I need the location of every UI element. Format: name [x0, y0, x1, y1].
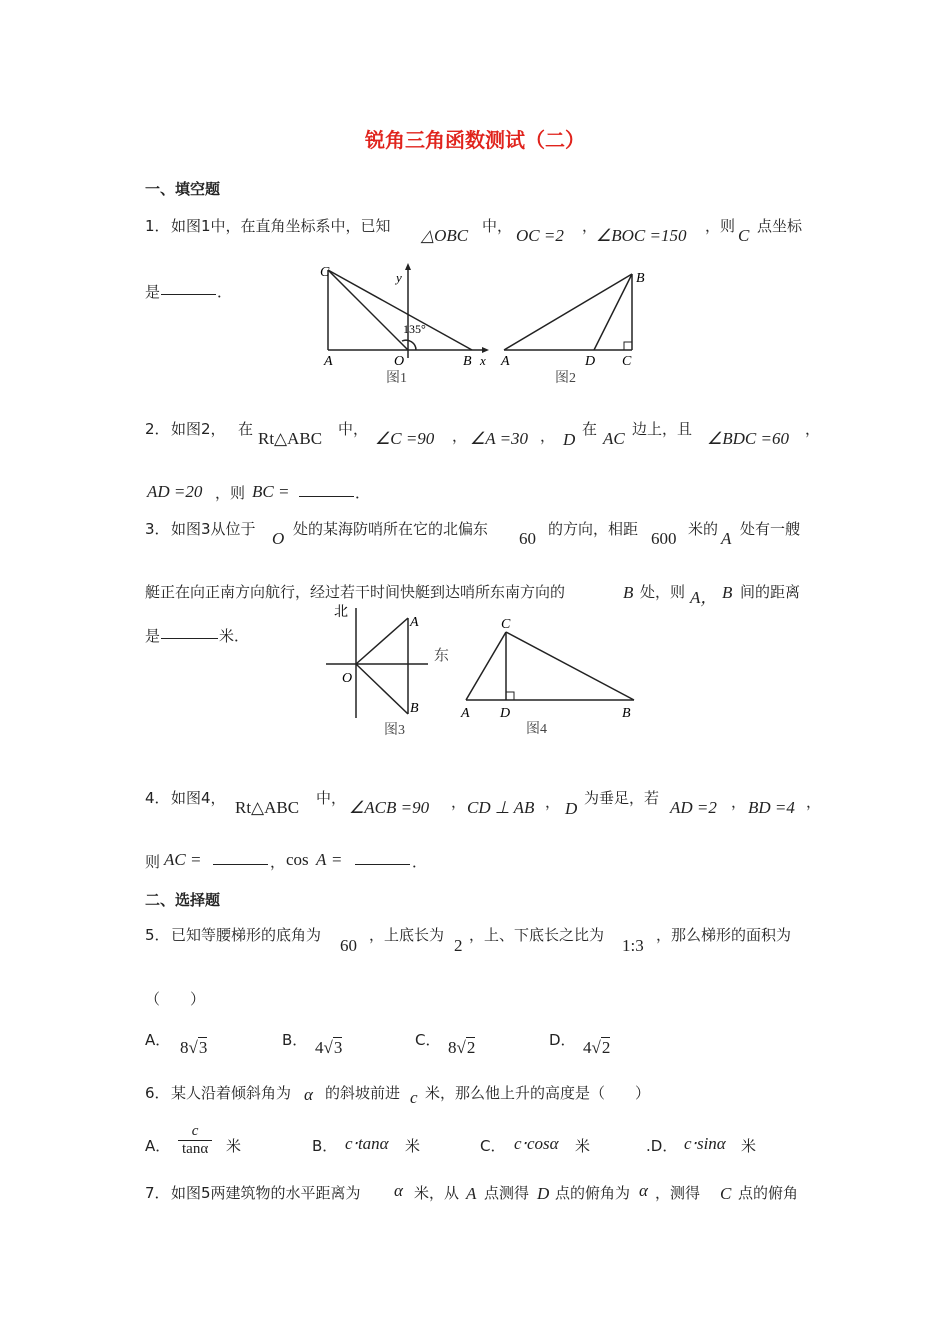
section-fill-heading: 一、填空题	[145, 180, 221, 198]
q4-comma-5: ，	[270, 853, 286, 871]
q4-cd: CD ⊥ AB	[467, 798, 535, 817]
q1-line2: 是	[145, 283, 161, 301]
section-choice-heading: 二、选择题	[145, 891, 221, 909]
q6-option-d-label: .D．	[646, 1137, 678, 1155]
figure-1	[310, 262, 500, 387]
q2-a30: ∠A =30	[470, 429, 529, 448]
q6-option-a-denominator: tanα	[182, 1141, 209, 1157]
q6-option-a-unit: 米	[226, 1137, 242, 1155]
q3-line2-b: 处，则	[640, 583, 686, 601]
q2-number: 2．	[145, 420, 170, 438]
fig2-label-b: B	[636, 271, 645, 286]
fig3-label-o: O	[342, 671, 353, 686]
q2-bdc: ∠BDC =60	[707, 429, 789, 448]
q1-c: C	[738, 226, 750, 245]
fig1-label-b: B	[463, 354, 472, 369]
q4-end: ．	[412, 853, 428, 871]
q4-comma-1: ，	[451, 793, 467, 811]
q7-text-b: 米，从	[414, 1184, 460, 1202]
q2-ad: AD =20	[147, 482, 203, 501]
q5-option-b-label: B．	[282, 1031, 308, 1049]
fig1-label-a: A	[324, 354, 333, 369]
q6-text-c: 米，那么他上升的高度是（ ）	[425, 1084, 651, 1102]
q7-a: A	[466, 1184, 477, 1203]
q2-d: D	[563, 430, 576, 449]
q1-then: ，则	[705, 217, 736, 235]
fig4-caption: 图4	[526, 722, 547, 737]
q2-bc: BC =	[252, 482, 290, 501]
q2-comma-2: ，	[540, 427, 556, 445]
q4-ad: AD =2	[670, 798, 717, 817]
q2-zai2: 在	[582, 420, 598, 438]
q5-paren: （ ）	[145, 990, 206, 1008]
q2-bian: 边上，且	[632, 420, 693, 438]
q6-option-c-expr: c⋅cosα	[514, 1134, 559, 1153]
q4-zhong: 中，	[316, 789, 347, 807]
q4-cos-blank	[355, 850, 410, 865]
q1-text-a: 如图1中，在直角坐标系中，已知	[171, 217, 391, 235]
q5-text-d: ，那么梯形的面积为	[656, 926, 792, 944]
q6-option-d-expr: c⋅sinα	[684, 1134, 726, 1153]
q3-number: 3．	[145, 520, 170, 538]
q6-option-a-label: A．	[145, 1137, 171, 1155]
q5-option-a-label: A．	[145, 1031, 171, 1049]
q1-oc: OC =2	[516, 226, 564, 245]
q3-text-e: 处有一艘	[740, 520, 801, 538]
q4-a: A	[316, 850, 327, 869]
q5-ratio: 1:3	[622, 936, 644, 955]
q3-ab: A，	[690, 588, 718, 607]
q7-d: D	[537, 1184, 550, 1203]
fig1-label-o: O	[394, 354, 405, 369]
q3-text-b: 处的某海防哨所在它的北偏东	[293, 520, 489, 538]
q6-option-b-unit: 米	[405, 1137, 421, 1155]
q1-comma: ，	[582, 217, 598, 235]
q3-text-d: 米的	[688, 520, 719, 538]
q1-zhong: 中，	[482, 217, 513, 235]
q3-dist: 600	[651, 529, 677, 548]
q3-a: A	[721, 529, 732, 548]
fig2-label-a: A	[501, 354, 510, 369]
q4-then: 则	[145, 853, 161, 871]
q6-option-c-label: C．	[480, 1137, 506, 1155]
fig3-label-a: A	[410, 615, 419, 630]
fig1-label-y: y	[396, 270, 402, 285]
fig4-label-c: C	[501, 617, 511, 632]
fig2-label-d: D	[585, 354, 596, 369]
figure-4	[458, 612, 648, 740]
q6-option-b-expr: c⋅tanα	[345, 1134, 389, 1153]
q1-text-b: 点坐标	[757, 217, 803, 235]
q1-end: ．	[217, 283, 233, 301]
q2-ru: 如图2，	[171, 420, 226, 438]
q7-alpha2: α	[639, 1181, 648, 1200]
q5-two: 2	[454, 936, 463, 955]
q7-text-e: ，测得	[655, 1184, 701, 1202]
q6-text-a: 某人沿着倾斜角为	[171, 1084, 292, 1102]
q2-zhong: 中，	[338, 420, 369, 438]
fig2-label-c: C	[622, 354, 632, 369]
q4-cos: cos	[286, 850, 309, 869]
q1-angle: ∠BOC =150	[596, 226, 687, 245]
q4-ac: AC =	[164, 850, 202, 869]
q4-comma-3: ，	[731, 793, 747, 811]
q4-ac-blank	[213, 850, 268, 865]
q4-bd: BD =4	[748, 798, 795, 817]
q4-comma-2: ，	[545, 793, 561, 811]
fig4-label-b: B	[622, 706, 631, 721]
q7-text-f: 点的俯角	[738, 1184, 799, 1202]
fig1-label-c: C	[320, 265, 330, 280]
fig3-label-b: B	[410, 701, 419, 716]
figure-3	[320, 598, 460, 740]
q2-end: ．	[355, 484, 371, 502]
q4-wei: 为垂足，若	[584, 789, 660, 807]
q7-alpha: α	[394, 1181, 403, 1200]
fig1-label-angle: 135°	[403, 322, 426, 336]
q4-d: D	[565, 799, 578, 818]
fig2-caption: 图2	[555, 371, 576, 386]
q7-number: 7．	[145, 1184, 170, 1202]
q7-text-c: 点测得	[484, 1184, 530, 1202]
q3-line3-a: 是	[145, 627, 161, 645]
fig1-label-x: x	[480, 353, 486, 368]
q5-number: 5．	[145, 926, 170, 944]
q2-rt: Rt△ABC	[258, 429, 323, 448]
q2-comma-3: ，	[805, 420, 821, 438]
q6-text-b: 的斜坡前进	[325, 1084, 401, 1102]
q3-answer-blank	[161, 624, 218, 639]
fig3-caption: 图3	[384, 723, 405, 738]
q3-text-c: 的方向，相距	[548, 520, 639, 538]
q6-option-d-unit: 米	[741, 1137, 757, 1155]
q6-option-a-numerator: c	[178, 1123, 212, 1141]
q4-rt: Rt△ABC	[235, 798, 300, 817]
q4-ru: 如图4，	[171, 789, 226, 807]
fig3-label-north: 北	[334, 605, 348, 620]
page-title: 锐角三角函数测试（二）	[365, 128, 585, 152]
q5-option-c-label: C．	[415, 1031, 441, 1049]
q5-text-b: ，上底长为	[369, 926, 445, 944]
q7-c: C	[720, 1184, 732, 1203]
q5-option-d-label: D．	[549, 1031, 576, 1049]
q1-triangle: △OBC	[421, 226, 469, 245]
q2-answer-blank	[299, 482, 354, 497]
q6-alpha: α	[304, 1085, 313, 1104]
q3-line2-a: 艇正在向正南方向航行，经过若干时间快艇到达哨所东南方向的	[145, 583, 566, 601]
q3-text-a: 如图3从位于	[171, 520, 256, 538]
fig4-label-a: A	[461, 706, 470, 721]
q4-acb: ∠ACB =90	[349, 798, 430, 817]
q5-option-a-expr: 8√3	[180, 1038, 208, 1057]
q5-deg: 60	[340, 936, 357, 955]
q6-option-c-unit: 米	[575, 1137, 591, 1155]
q6-c: c	[410, 1088, 418, 1107]
q7-text-a: 如图5两建筑物的水平距离为	[171, 1184, 361, 1202]
q4-eq: =	[332, 850, 342, 869]
fig1-caption: 图1	[386, 371, 407, 386]
q6-option-a-fraction	[178, 1123, 212, 1158]
q6-option-b-label: B．	[312, 1137, 338, 1155]
q3-deg: 60	[519, 529, 536, 548]
q3-line3-b: 米．	[219, 627, 250, 645]
q3-b: B	[623, 583, 634, 602]
q5-option-c-expr: 8√2	[448, 1038, 476, 1057]
q1-number: 1．	[145, 217, 170, 235]
q3-o: O	[272, 529, 285, 548]
q2-c90: ∠C =90	[375, 429, 435, 448]
q5-option-b-expr: 4√3	[315, 1038, 343, 1057]
q6-number: 6．	[145, 1084, 170, 1102]
q7-text-d: 点的俯角为	[555, 1184, 631, 1202]
q2-then: ，则	[215, 484, 246, 502]
q3-b2: B	[722, 583, 733, 602]
q2-comma-1: ，	[452, 427, 468, 445]
q5-text-c: ，上、下底长之比为	[469, 926, 605, 944]
q4-comma-4: ，	[806, 793, 822, 811]
q4-number: 4．	[145, 789, 170, 807]
fig4-label-d: D	[500, 706, 511, 721]
q2-ac: AC	[603, 429, 625, 448]
q5-option-d-expr: 4√2	[583, 1038, 611, 1057]
q1-answer-blank	[161, 280, 216, 295]
q5-text-a: 已知等腰梯形的底角为	[171, 926, 322, 944]
q2-zai: 在	[238, 420, 254, 438]
q3-line2-c: 间的距离	[740, 583, 801, 601]
fig3-label-east: 东	[434, 648, 450, 664]
figure-2	[496, 262, 656, 387]
